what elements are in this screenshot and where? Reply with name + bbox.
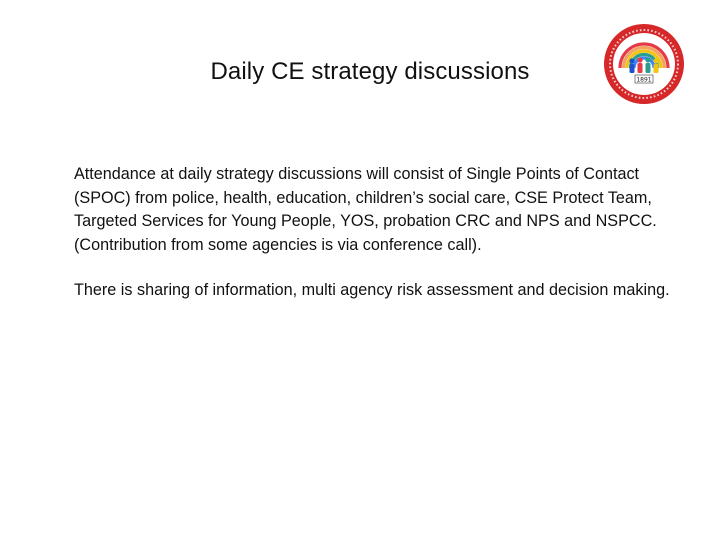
slide-body [74,163,672,325]
logo-badge-text: 1891 [636,76,652,84]
slide-title: Daily CE strategy discussions [210,58,530,85]
school-crest-logo-icon [602,22,686,106]
school-crest-logo [602,22,686,106]
body-paragraph-information-sharing: There is sharing of information, multi agency risk assessment and decision making. [74,281,670,299]
body-paragraph-attendance: Attendance at daily strategy discussions will consist of Single Points of Contact (SPOC) from police, health, education, children’s social care, CSE Protect Team, Targeted Services for Young People, YOS, probation CRC and NPS and NSPCC. (Contribution from some agencies is via conference call). [74,165,657,254]
